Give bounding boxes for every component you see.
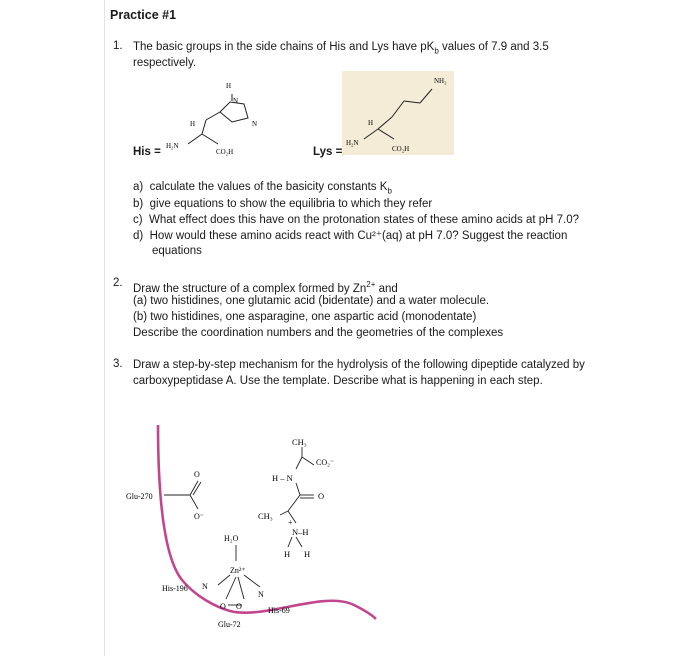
his-imidazole-ring	[220, 102, 248, 122]
lys-label: Lys =	[313, 146, 343, 158]
lys-bond-ca-c	[378, 129, 394, 139]
glu270-o-carbonyl: O	[194, 470, 200, 479]
dipeptide-ch3-mid: CH₃	[258, 511, 273, 521]
his-co2h: CO₂H	[216, 148, 234, 156]
lys-nh2: H₂N	[346, 139, 359, 147]
his-label: His =	[133, 146, 161, 158]
q2-number: 2.	[113, 277, 123, 289]
q2-line-b: (b) two histidines, one asparagine, one aspartic acid (monodentate)	[133, 311, 477, 323]
his-n1: N	[233, 97, 239, 105]
zn-his69-bond	[244, 575, 260, 587]
lysine-structure	[342, 71, 454, 155]
his-h-alpha: H	[190, 120, 196, 128]
lys-bond-chain4	[420, 89, 432, 103]
q1-part-d: d) How would these amino acids react with Cu²⁺(aq) at pH 7.0? Suggest the reaction	[133, 230, 568, 242]
q1-part-a: a) calculate the values of the basicity constants $K_b$	[133, 181, 392, 196]
lys-nh2-side: NH₂	[434, 77, 447, 85]
glu270-o-minus: O⁻	[194, 512, 204, 521]
page-title: Practice #1	[110, 8, 177, 22]
dipeptide-nh: N–H	[292, 527, 309, 537]
dipeptide-calpha-co2	[302, 457, 314, 465]
mechanism-template	[104, 415, 404, 645]
dipeptide-plus: +	[288, 518, 293, 527]
his196-label: His-196	[162, 584, 188, 593]
lys-co2h: CO₂H	[392, 145, 410, 153]
protein-backbone-curve	[158, 425, 376, 619]
dipeptide-n-h1	[288, 537, 292, 547]
glu270-label: Glu-270	[126, 492, 153, 501]
glu72-o-a: O	[220, 602, 226, 611]
q1-part-d-cont: equations	[152, 245, 202, 257]
dipeptide-calpha-n	[296, 457, 302, 469]
dipeptide-carbonyl-o: O	[318, 491, 325, 501]
lys-bond-n-ca	[364, 129, 378, 139]
dipeptide-co2: CO₂⁻	[316, 458, 335, 467]
lys-bond-chain1	[378, 117, 392, 129]
his69-label: His-69	[268, 606, 290, 615]
lys-bond-chain2	[392, 101, 404, 117]
q1-text-line1: The basic groups in the side chains of His and Lys have $pK_b$ values of 7.9 and 3.5	[133, 41, 549, 56]
q1-text-line2: respectively.	[133, 57, 197, 69]
zn-glu72-bond-a	[226, 577, 236, 599]
q2-line-describe: Describe the coordination numbers and the geometries of the complexes	[133, 327, 504, 339]
q1-part-b: b) give equations to show the equilibria to which they refer	[133, 198, 433, 210]
his196-n: N	[202, 582, 208, 591]
dipeptide-h2: H	[304, 549, 311, 559]
lys-bond-chain3	[404, 101, 420, 103]
zinc-label: Zn²⁺	[230, 566, 246, 575]
lys-h-alpha: H	[368, 119, 374, 127]
dipeptide-n-c	[296, 483, 300, 495]
dipeptide-ch3-top: CH₃	[292, 437, 307, 447]
q3-text-line1: Draw a step-by-step mechanism for the hydrolysis of the following dipeptide catalyzed by	[133, 359, 585, 371]
glu72-label: Glu-72	[218, 620, 241, 629]
his69-n: N	[258, 590, 264, 599]
his-n2: N	[252, 120, 258, 128]
his-bond-ca-cb	[202, 120, 206, 134]
zn-his196-bond	[218, 575, 230, 585]
his-nh2: H₂N	[166, 142, 179, 150]
his-bond-cb-cg	[206, 112, 220, 120]
his-bond-ca-c	[202, 134, 218, 144]
histidine-structure	[160, 74, 280, 164]
his-bond-n-ca	[188, 134, 202, 144]
q2-line-a: (a) two histidines, one glutamic acid (bidentate) and a water molecule.	[133, 295, 490, 307]
dipeptide-n-h2	[296, 537, 302, 547]
glu270-co-down	[190, 495, 198, 509]
dipeptide-c-calpha2	[288, 495, 300, 511]
his-h-ring: H	[226, 82, 232, 90]
dipeptide-ch3-mid	[280, 511, 288, 515]
q1-number: 1.	[113, 40, 123, 52]
q3-number: 3.	[113, 358, 123, 370]
q1-part-c: c) What effect does this have on the protonation states of these amino acids at pH 7.0?	[133, 214, 580, 226]
water-label: H₂O	[224, 534, 239, 543]
zn-glu72-bond-b	[238, 577, 244, 599]
dipeptide-hn: H – N	[272, 473, 293, 483]
glu72-o-b: O	[236, 602, 242, 611]
q2-text-line1: Draw the structure of a complex formed by $Zn^{2+}$ and	[133, 280, 398, 295]
dipeptide-h1: H	[284, 549, 291, 559]
q3-text-line2: carboxypeptidase A. Use the template. Describe what is happening in each step.	[133, 375, 543, 387]
